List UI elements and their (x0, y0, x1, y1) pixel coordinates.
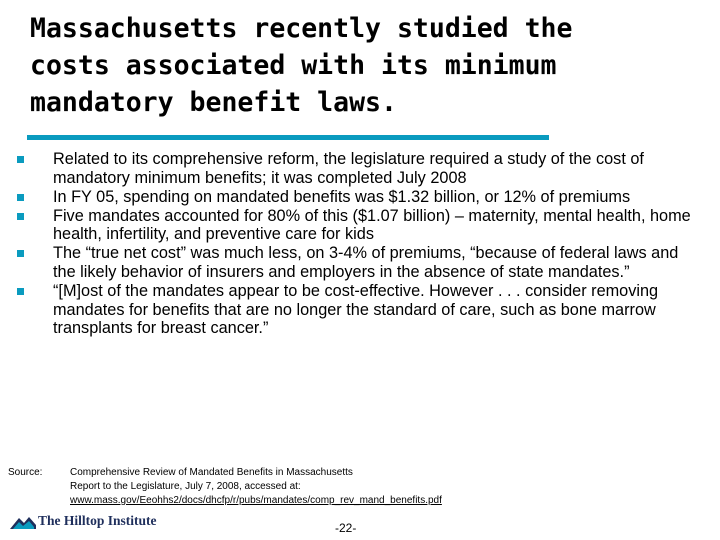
hilltop-logo-icon (10, 513, 36, 529)
square-bullet-icon (17, 288, 24, 295)
square-bullet-icon (17, 250, 24, 257)
hilltop-logo (10, 512, 157, 530)
bullet-text: “[M]ost of the mandates appear to be cost-effective. However . . . consider removing mandates for benefits that are no longer the standard of care, such as bone marrow transplants for breast cancer.” (53, 282, 659, 338)
source-link[interactable]: www.mass.gov/Eeohhs2/docs/dhcfp/r/pubs/mandates/comp_rev_mand_benefits.pdf (70, 495, 442, 506)
source-line: Report to the Legislature, July 7, 2008, accessed at: (70, 481, 301, 492)
title-line: mandatory benefit laws. (30, 87, 397, 118)
bullet-item (14, 244, 704, 281)
bullet-item (14, 150, 704, 187)
slide-title (30, 10, 710, 121)
bullet-text: In FY 05, spending on mandated benefits was $1.32 billion, or 12% of premiums (53, 187, 631, 206)
bullet-text: Related to its comprehensive reform, the legislature required a study of the cost of mandatory minimum benefits; it was completed July 2008 (53, 150, 644, 187)
square-bullet-icon (17, 194, 24, 201)
bullet-list (14, 150, 704, 338)
title-line: costs associated with its minimum (30, 50, 557, 81)
bullet-item (14, 188, 704, 207)
bullet-text: Five mandates accounted for 80% of this ($1.07 billion) – maternity, mental health, home health, infertility, and preventive care for kids (53, 206, 691, 244)
source-line: Comprehensive Review of Mandated Benefits in Massachusetts (70, 467, 353, 478)
square-bullet-icon (17, 213, 24, 220)
source-label: Source: (8, 467, 43, 478)
bullet-item (14, 207, 704, 244)
bullet-item (14, 282, 704, 338)
bullet-text: The “true net cost” was much less, on 3-4% of premiums, “because of federal laws and the likely behavior of insurers and employers in the absence of state mandates.” (53, 244, 679, 282)
title-divider (27, 135, 549, 140)
page-number: -22- (335, 521, 357, 535)
title-line: Massachusetts recently studied the (30, 13, 573, 44)
square-bullet-icon (17, 156, 24, 163)
logo-text: The Hilltop Institute (38, 513, 157, 528)
